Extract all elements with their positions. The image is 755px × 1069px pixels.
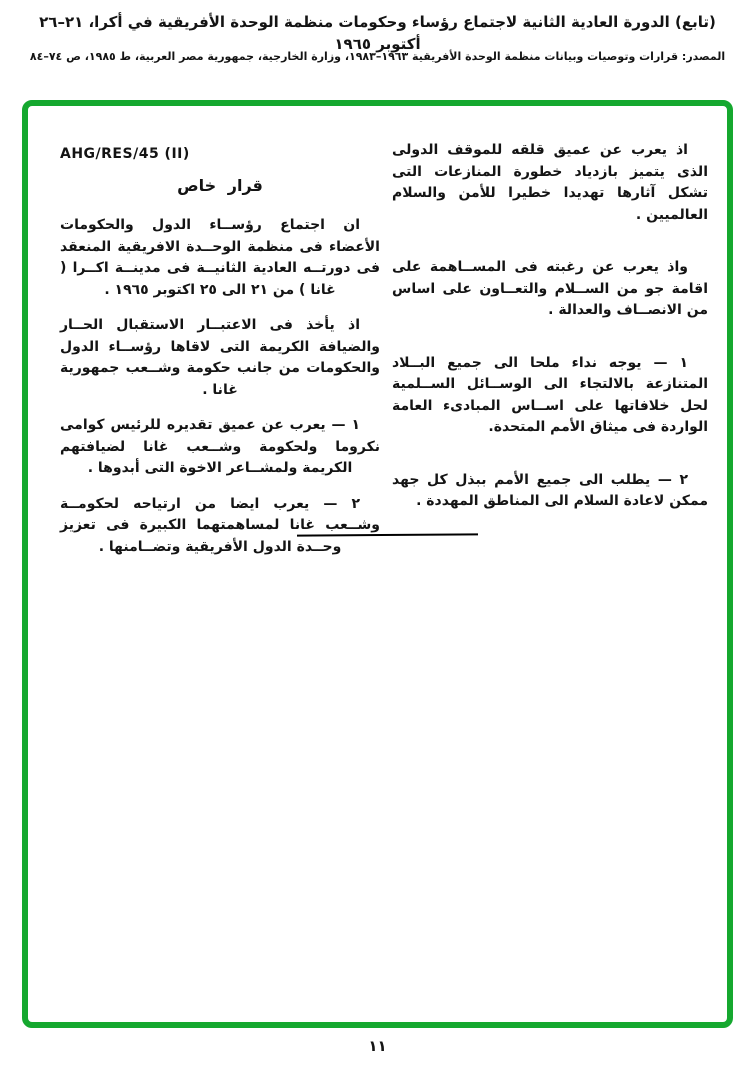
header-session-title: (تابع) الدورة العادية الثانية لاجتماع رؤساء وحكومات منظمة الوحدة الأفريقية في أكرا، ٢١–٢٦ أكتوبر ١٩٦٥ xyxy=(39,13,716,53)
resolution-reference-code: AHG/RES/45 (II) xyxy=(60,146,190,162)
resolution-paragraph: ١ — يوجه نداء ملحا الى جميع البــلاد المتنازعة بالالتجاء الى الوســائل الســلمية لحل خلافاتها على اســاس المبادىء العامة الواردة فى ميثاق الأمم المتحدة. xyxy=(392,354,708,435)
resolution-paragraph: ٢ — يطلب الى جميع الأمم ببذل كل جهد ممكن لاعادة السلام الى المناطق المهددة . xyxy=(392,471,708,509)
resolution-paragraph: واذ يعرب عن رغبته فى المســاهمة على اقامة جو من الســلام والتعــاون على اساس من الانصــاف والعدالة . xyxy=(392,259,708,318)
intro-paragraph: ان اجتماع رؤســاء الدول والحكومات الأعضاء فى منظمة الوحــدة الافريقية المنعقد فى دورتــه العادية الثانيــة فى مدينــة اكــرا ( غانا ) من ٢١ الى ٢٥ اكتوبر ١٩٦٥ . xyxy=(60,217,380,298)
page-number: ١١ xyxy=(368,1037,387,1055)
intro-column xyxy=(60,146,380,572)
header-source-citation: المصدر: قرارات وتوصيات وبيانات منظمة الوحدة الأفريقية ١٩٦٣–١٩٨٣، وزارة الخارجية، جمهورية مصر العربية، ط ١٩٨٥، ص ٧٤–٨٤ xyxy=(29,50,726,63)
resolution-paragraph: اذ يعرب عن عميق قلقه للموقف الدولى الذى يتميز بازدياد خطورة المنازعات التى تشكل آثارها تهديدا خطيرا للأمن والسلام العالميين . xyxy=(392,142,708,223)
resolution-column xyxy=(392,140,708,544)
resolution-heading: قرار خاص xyxy=(177,176,263,195)
intro-paragraph: ٢ — يعرب ايضا من ارتياحه لحكومــة وشــعب غانا لمساهمتهما الكبيرة فى تعزيز وحــدة الدول الأفريقية وتضــامنها . xyxy=(60,495,380,555)
intro-paragraph: اذ يأخذ فى الاعتبــار الاستقبال الحــار والضيافة الكريمة التى لاقاها رؤســاء الدول والحكومات من جانب حكومة وشــعب جمهورية غانا . xyxy=(60,317,380,398)
intro-paragraph: ١ — يعرب عن عميق تقديره للرئيس كوامى نكروما ولحكومة وشــعب غانا لضيافتهم الكريمة ولمشــاعر الاخوة التى أبدوها . xyxy=(60,417,380,476)
